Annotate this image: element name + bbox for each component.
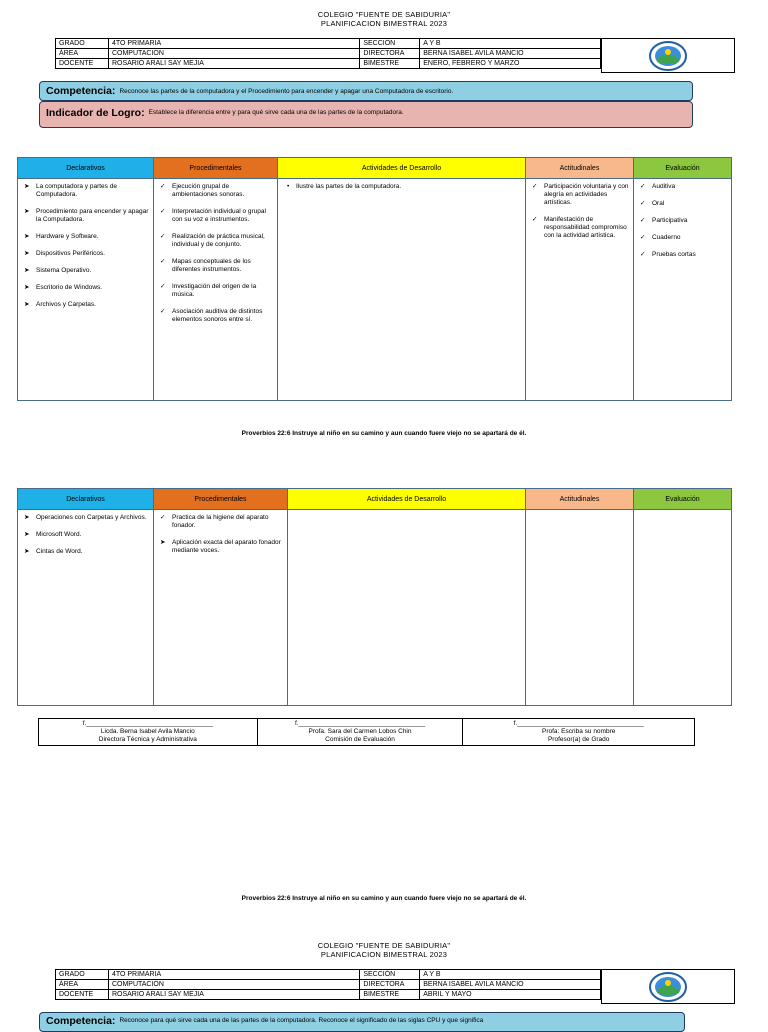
signature-name: Profa: Escriba su nombre	[542, 728, 616, 735]
info-label: DIRECTORA	[360, 49, 420, 59]
check-bullet-icon: ✓	[640, 251, 646, 258]
info-value: 4TO PRIMARIA	[108, 970, 359, 980]
check-bullet-icon: ✓	[160, 308, 166, 315]
info-value: 4TO PRIMARIA	[108, 39, 359, 49]
signature-block	[463, 719, 695, 746]
arrow-bullet-icon: ➤	[160, 539, 166, 546]
arrow-bullet-icon: ➤	[24, 284, 30, 291]
check-bullet-icon: ✓	[160, 283, 166, 290]
info-value: COMPUTACIÓN	[108, 980, 359, 990]
list-item: ➤ Dispositivos Periféricos.	[24, 250, 105, 257]
info-value: ABRIL Y MAYO	[420, 990, 601, 1000]
list-item: ➤ Hardware y Software.	[24, 233, 99, 240]
check-bullet-icon: ✓	[160, 183, 166, 190]
info-label: BIMESTRE	[360, 59, 420, 69]
list-item: ✓ Practica de la higiene del aparato fonador.	[160, 514, 269, 529]
signature-role: Profesor(a) de Grado	[547, 736, 610, 743]
competencia-label: Competencia:	[46, 85, 116, 97]
list-item: ✓ Participación voluntaria y con alegría en actividades artísticas.	[532, 183, 629, 206]
check-bullet-icon: ✓	[160, 208, 166, 215]
info-label: BIMESTRE	[360, 990, 420, 1000]
procedimentales-cell	[154, 179, 278, 401]
info-row	[56, 39, 601, 49]
signature-line: f.___________________________________	[82, 720, 213, 727]
signature-name: Profa. Sara del Carmen Lobos Chin	[308, 728, 412, 735]
school-name: COLEGIO "FUENTE DE SABIDURIA"	[317, 941, 451, 950]
check-bullet-icon: ✓	[160, 514, 166, 521]
list-item: ✓ Manifestación de responsabilidad compromiso con la actividad artística.	[532, 216, 627, 239]
list-item: ➤ Microsoft Word.	[24, 531, 82, 538]
list-item: ✓ Pruebas cortas	[640, 251, 696, 258]
check-bullet-icon: ✓	[532, 183, 538, 190]
col-procedimentales: Procedimentales	[154, 489, 288, 510]
info-label: SECCIÓN	[360, 970, 420, 980]
arrow-bullet-icon: ➤	[24, 514, 30, 521]
info-value: ROSARIO ARALI SAY MEJIA	[108, 990, 359, 1000]
school-title	[0, 10, 768, 28]
signature-name: Licda. Berna Isabel Avila Mancio	[100, 728, 195, 735]
arrow-bullet-icon: ➤	[24, 531, 30, 538]
info-row	[56, 980, 601, 990]
arrow-bullet-icon: ➤	[24, 267, 30, 274]
list-item: ✓ Cuaderno	[640, 234, 681, 241]
competencia-box	[39, 1012, 685, 1032]
info-value: A Y B	[420, 970, 601, 980]
actitudinales-cell	[526, 179, 634, 401]
check-bullet-icon: ✓	[640, 234, 646, 241]
col-evaluacion: Evaluación	[634, 158, 732, 179]
col-actitudinales: Actitudinales	[526, 489, 634, 510]
list-item: ✓ Ejecución grupal de ambientaciones sonoras.	[160, 183, 245, 198]
col-declarativos: Declarativos	[18, 158, 154, 179]
logro-label: Indicador de Logro:	[46, 107, 145, 119]
school-title	[0, 941, 768, 959]
col-procedimentales: Procedimentales	[154, 158, 278, 179]
info-label: DIRECTORA	[360, 980, 420, 990]
actividades-cell	[288, 510, 526, 706]
info-value: COMPUTACIÓN	[108, 49, 359, 59]
declarativos-cell	[18, 510, 154, 706]
actitudinales-cell	[526, 510, 634, 706]
arrow-bullet-icon: ➤	[24, 183, 30, 190]
check-bullet-icon: ✓	[640, 183, 646, 190]
list-item: ✓ Realización de práctica musical, individual y de conjunto.	[160, 233, 265, 248]
plan-table-1	[17, 157, 732, 401]
arrow-bullet-icon: ➤	[24, 301, 30, 308]
col-actitudinales: Actitudinales	[526, 158, 634, 179]
bible-verse: Proverbios 22:6 Instruye al niño en su camino y aun cuando fuere viejo no se apartará de él.	[241, 430, 527, 437]
list-item: ➤ Cintas de Word.	[24, 548, 83, 555]
list-item: ✓ Interpretación individual o grupal con su voz e instrumentos.	[160, 208, 266, 223]
list-item: ✓ Mapas conceptuales de los diferentes instrumentos.	[160, 258, 251, 273]
signature-table	[38, 718, 695, 746]
check-bullet-icon: ✓	[532, 216, 538, 223]
list-item: ➤ La computadora y partes de Computadora.	[24, 183, 117, 198]
info-row	[56, 59, 601, 69]
list-item: • Ilustre las partes de la computadora.	[287, 183, 402, 190]
competencia-text: Reconoce para qué sirve cada una de las partes de la computadora. Reconoce el significado de las siglas CPU y que significa	[119, 1017, 484, 1024]
list-item: ✓ Auditiva	[640, 183, 676, 190]
list-item: ➤ Procedimiento para encender y apagar la Computadora.	[24, 208, 149, 223]
info-label: GRADO	[56, 970, 109, 980]
check-bullet-icon: ✓	[640, 200, 646, 207]
arrow-bullet-icon: ➤	[24, 250, 30, 257]
school-name: COLEGIO "FUENTE DE SABIDURIA"	[317, 10, 451, 19]
signature-block	[39, 719, 258, 746]
signature-role: Comisión de Evaluación	[325, 736, 395, 743]
info-row	[56, 990, 601, 1000]
list-item: ✓ Investigación del origen de la música.	[160, 283, 257, 298]
col-declarativos: Declarativos	[18, 489, 154, 510]
evaluacion-cell	[634, 510, 732, 706]
info-label: GRADO	[56, 39, 109, 49]
signature-row	[39, 719, 695, 746]
info-table	[55, 38, 601, 69]
logo-cell	[601, 969, 735, 1004]
dot-bullet-icon: •	[287, 183, 290, 190]
logro-text: Establece la diferencia entre y para qué sirve cada una de las partes de la computadora.	[148, 109, 404, 116]
check-bullet-icon: ✓	[640, 217, 646, 224]
school-logo-icon	[648, 40, 688, 72]
table-body-row	[18, 179, 732, 401]
col-actividades: Actividades de Desarrollo	[288, 489, 526, 510]
check-bullet-icon: ✓	[160, 258, 166, 265]
list-item: ➤ Archivos y Carpetas.	[24, 301, 96, 308]
col-actividades: Actividades de Desarrollo	[278, 158, 526, 179]
actividades-cell	[278, 179, 526, 401]
declarativos-cell	[18, 179, 154, 401]
info-value: ENERO, FEBRERO Y MARZO	[420, 59, 601, 69]
list-item: ✓ Oral	[640, 200, 665, 207]
info-label: SECCIÓN	[360, 39, 420, 49]
list-item: ➤ Sistema Operativo.	[24, 267, 92, 274]
info-table	[55, 969, 601, 1000]
evaluacion-cell	[634, 179, 732, 401]
info-label: DOCENTE	[56, 990, 109, 1000]
list-item: ➤ Operaciones con Carpetas y Archivos.	[24, 514, 147, 521]
signature-line: f.___________________________________	[294, 720, 426, 727]
plan-title: PLANIFICACION BIMESTRAL 2023	[320, 19, 448, 28]
table-header-row	[18, 158, 732, 179]
competencia-box	[39, 81, 693, 101]
bible-verse: Proverbios 22:6 Instruye al niño en su camino y aun cuando fuere viejo no se apartará de él.	[241, 895, 527, 902]
logro-box	[39, 101, 693, 128]
info-label: ÁREA	[56, 980, 109, 990]
info-value: A Y B	[420, 39, 601, 49]
list-item: ➤ Escritorio de Windows.	[24, 284, 103, 291]
plan-table-2	[17, 488, 732, 706]
list-item: ➤ Aplicación exacta del aparato fonador mediante voces.	[160, 539, 281, 554]
plan-title: PLANIFICACION BIMESTRAL 2023	[320, 950, 448, 959]
arrow-bullet-icon: ➤	[24, 233, 30, 240]
col-evaluacion: Evaluación	[634, 489, 732, 510]
info-row	[56, 49, 601, 59]
table-body-row	[18, 510, 732, 706]
info-value: ROSARIO ARALI SAY MEJIA	[108, 59, 359, 69]
school-logo-icon	[648, 971, 688, 1003]
logo-cell	[601, 38, 735, 73]
arrow-bullet-icon: ➤	[24, 208, 30, 215]
signature-block	[257, 719, 463, 746]
list-item: ✓ Asociación auditiva de distintos elementos sonoros entre sí.	[160, 308, 263, 323]
procedimentales-cell	[154, 510, 288, 706]
table-header-row	[18, 489, 732, 510]
check-bullet-icon: ✓	[160, 233, 166, 240]
info-row	[56, 970, 601, 980]
signature-line: f.___________________________________	[513, 720, 644, 727]
list-item: ✓ Participativa	[640, 217, 688, 224]
info-value: BERNA ISABEL AVILA MANCIO	[420, 980, 601, 990]
info-label: ÁREA	[56, 49, 109, 59]
info-value: BERNA ISABEL AVILA MANCIO	[420, 49, 601, 59]
competencia-text: Reconoce las partes de la computadora y el Procedimiento para encender y apagar una Computadora de escritorio.	[119, 87, 454, 95]
arrow-bullet-icon: ➤	[24, 548, 30, 555]
info-label: DOCENTE	[56, 59, 109, 69]
competencia-label: Competencia:	[46, 1015, 116, 1027]
signature-role: Directora Técnica y Administrativa	[98, 736, 197, 743]
